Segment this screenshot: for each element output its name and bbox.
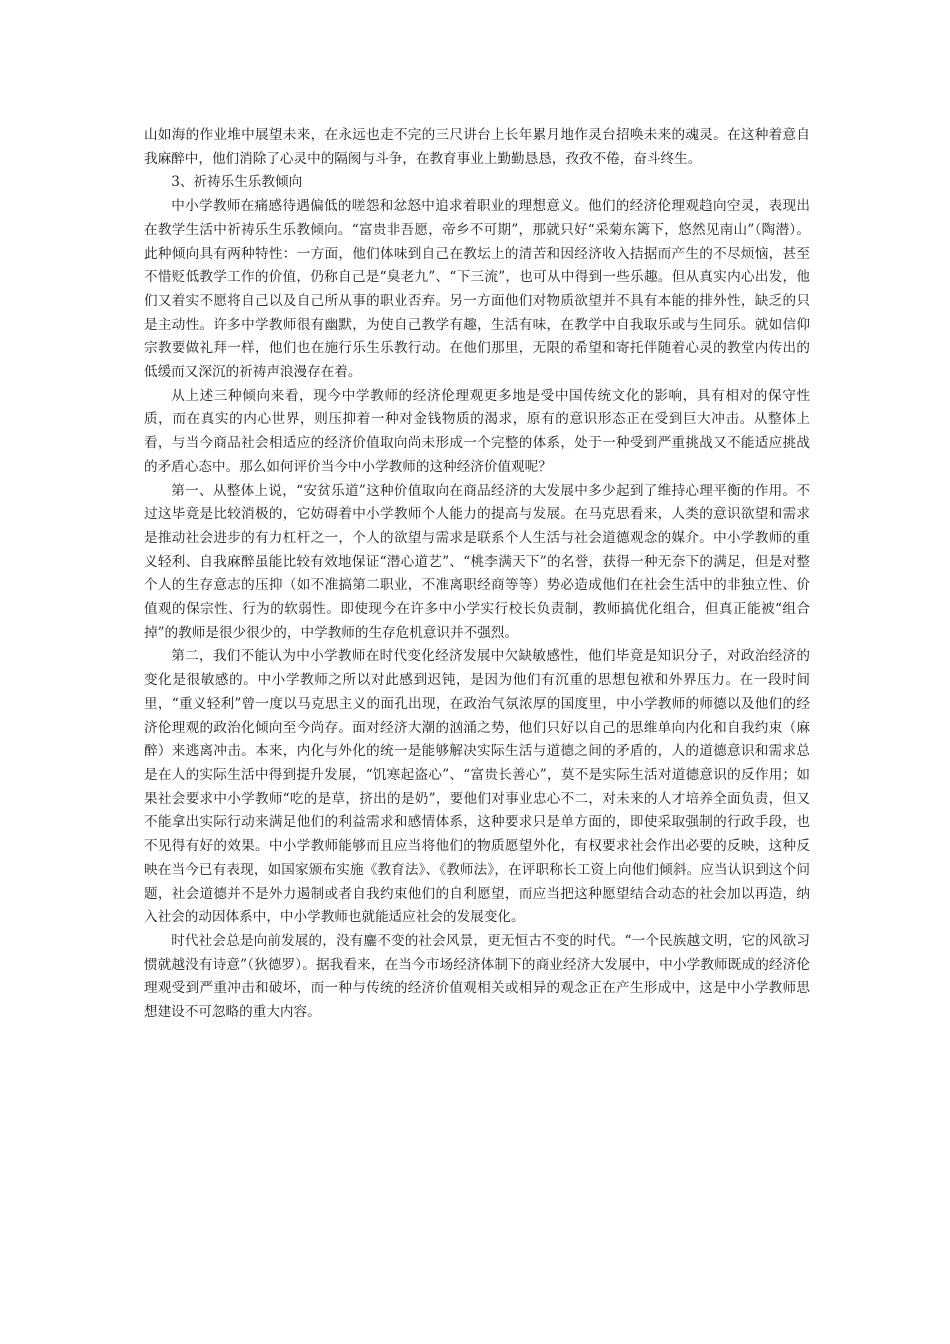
- document-page: [144, 124, 810, 1025]
- paragraph-body: 从上述三种倾向来看，现今中学教师的经济伦理观更多地是受中国传统文化的影响，具有相对的保守性质，而在真实的内心世界，则压抑着一种对金钱物质的渴求，原有的意识形态正在受到巨大冲击。从整体上看，与当今商品社会相适应的经济价值取向尚未形成一个完整的体系，处于一种受到严重挑战又不能适应挑战的矛盾心态中。那么如何评价当今中小学教师的这种经济价值观呢？: [144, 387, 810, 475]
- paragraph-body: 第一、从整体上说，“安贫乐道”这种价值取向在商品经济的大发展中多少起到了维持心理平衡的作用。不过这毕竟是比较消极的，它妨碍着中小学教师个人能力的提高与发展。在马克思看来，人类的意识欲望和需求是推动社会进步的有力杠杆之一，个人的欲望与需求是联系个人生活与社会道德观念的媒介。中小学教师的重义轻利、自我麻醉虽能比较有效地保证“潜心道艺”、“桃李满天下”的名誉，获得一种无奈下的满足，但是对整个人的生存意志的压抑（如不准搞第二职业，不准离职经商等等）势必造成他们在社会生活中的非独立性、价值观的保宗性、行为的软弱性。即使现今在许多中小学实行校长负责制，教师搞优化组合，但真正能被“组合掉”的教师是很少很少的，中学教师的生存危机意识并不强烈。: [144, 482, 810, 641]
- paragraph-body: 时代社会总是向前发展的，没有鏖不变的社会风景，更无恒古不变的时代。“一个民族越文明，它的风欲习惯就越没有诗意”（狄德罗）。据我看来，在当今市场经济体制下的商业经济大发展中，中小学教师既成的经济伦理观受到严重冲击和破坏，而一种与传统的经济价值观相关或相异的观念正在产生形成中，这是中小学教师思想建设不可忽略的重大内容。: [144, 932, 810, 1021]
- paragraph-body: 第二，我们不能认为中小学教师在时代变化经济发展中欠缺敏感性，他们毕竟是知识分子，对政治经济的变化是很敏感的。中小学教师之所以对此感到迟钝，是因为他们有沉重的思想包袱和外界压力。在一段时间里，“重义轻利”曾一度以马克思主义的面孔出现，在政治气氛浓厚的国度里，中小学教师的师德以及他们的经济伦理观的政治化倾向至今尚存。面对经济大潮的汹涌之势，他们只好以自己的思维单向内化和自我约束（麻醉）来逃离冲击。本来，内化与外化的统一是能够解决实际生活与道德之间的矛盾的，人的道德意识和需求总是在人的实际生活中得到提升发展，“饥寒起盗心”、“富贵长善心”，莫不是实际生活对道德意识的反作用；如果社会要求中小学教师“吃的是草，挤出的是奶”，要他们对事业忠心不二，对未来的人才培养全面负责，但又不能拿出实际行动来满足他们的利益需求和感情体系，这种要求只是单方面的，即使采取强制的行政手段，也不见得有好的效果。中小学教师能够而且应当将他们的物质愿望外化，有权要求社会作出必要的反映，这种反映在当今已有表现，如国家颁布实施《教育法》、《教师法》，在评职称长工资上向他们倾斜。应当认识到这个问题，社会道德并不是外力遏制或者自我约束他们的自利愿望，而应当把这种愿望结合动态的社会加以再造，纳入社会的动因体系中，中小学教师也就能适应社会的发展变化。: [144, 648, 810, 926]
- paragraph-body: 中小学教师在痛感待遇偏低的嗟怨和忿怒中追求着职业的理想意义。他们的经济伦理观趋向空灵，表现出在教学生活中祈祷乐生乐教倾向。“富贵非吾愿，帝乡不可期”，那就只好“采菊东篱下，悠然见南山”（陶潜）。此种倾向具有两种特性：一方面，他们体味到自己在教坛上的清苦和因经济收入拮据而产生的不尽烦恼，甚至不惜贬低教学工作的价值，仍称自己是“臭老九”、“下三流”，也可从中得到一些乐趣。但从真实内心出发，他们又着实不愿将自己以及自己所从事的职业否弃。另一方面他们对物质欲望并不具有本能的排外性，缺乏的只是主动性。许多中学教师很有幽默，为使自己教学有趣，生活有味，在教学中自我取乐或与生同乐。就如信仰宗教要做礼拜一样，他们也在施行乐生乐教行动。在他们那里，无限的希望和寄托伴随着心灵的教堂内传出的低缓而又深沉的祈祷声浪漫存在着。: [144, 198, 810, 381]
- section-heading: 3、祈祷乐生乐教倾向: [171, 174, 303, 191]
- paragraph-continuation: 山如海的作业堆中展望未来，在永远也走不完的三尺讲台上长年累月地作灵台招唤未来的魂灵。在这种着意自我麻醉中，他们消除了心灵中的隔阂与斗争，在教育事业上勤勤恳恳，孜孜不倦，奋斗终生。: [144, 127, 810, 167]
